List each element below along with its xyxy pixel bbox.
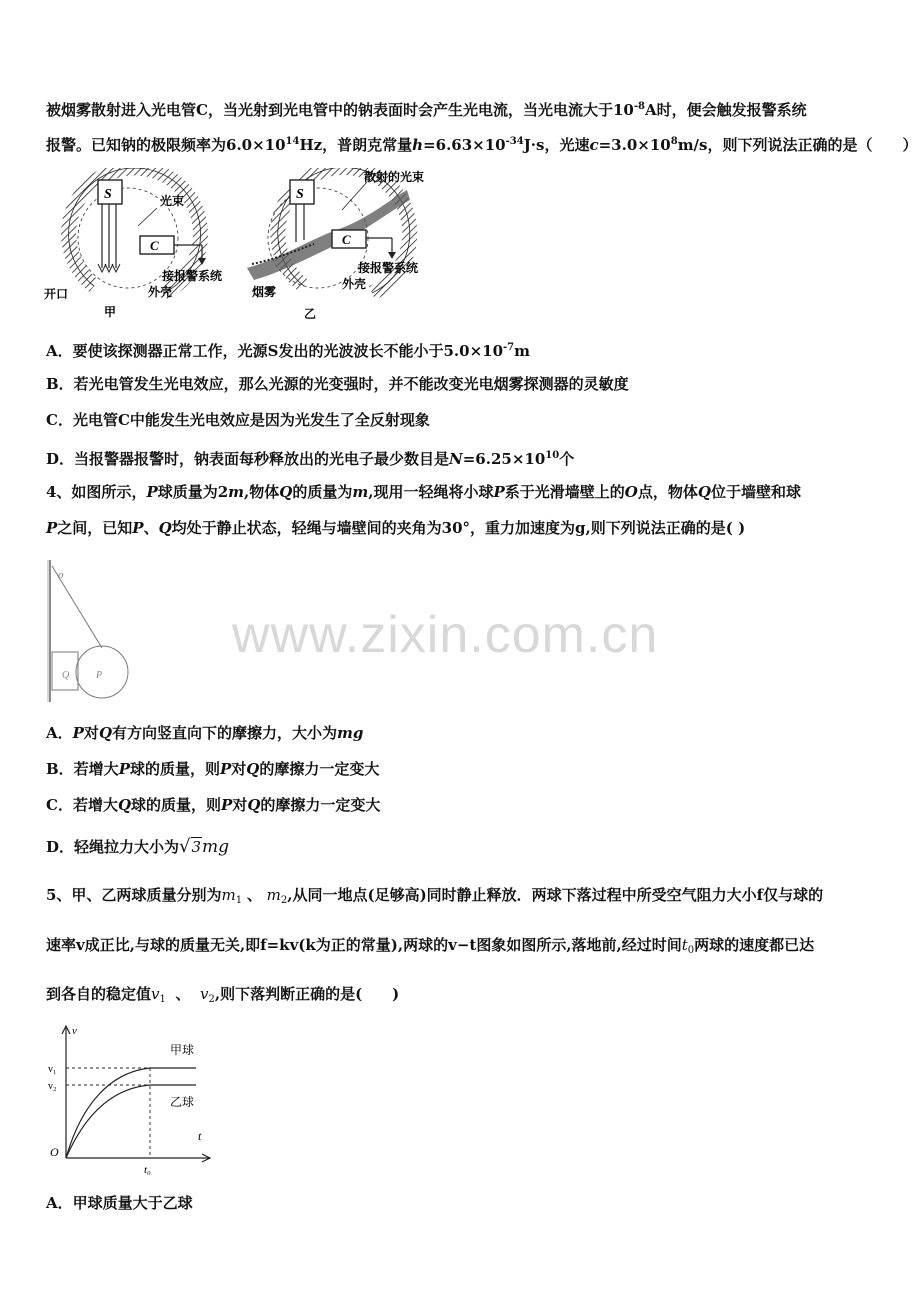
label-s-yi: S bbox=[296, 187, 304, 202]
label-c-yi: C bbox=[342, 232, 351, 247]
smoke-detector-figure bbox=[42, 168, 442, 320]
label-p: P bbox=[96, 670, 103, 681]
q5-stem-line2: 速率v成正比,与球的质量无关,即f=kv(k为正的常量),两球的v−t图象如图所示,落地前,经过时间$t_0$两球的速度都已达 bbox=[46, 936, 815, 956]
label-alarm-jia: 接报警系统 bbox=[162, 269, 223, 283]
q4-option-b: B．若增大P球的质量，则P对Q的摩擦力一定变大 bbox=[46, 760, 380, 778]
label-alarm-yi: 接报警系统 bbox=[358, 261, 419, 275]
q5-stem-line3: 到各自的稳定值$v_1$ 、 $v_2$,则下落判断正确的是( ) bbox=[46, 985, 400, 1005]
origin-label: O bbox=[50, 1145, 59, 1159]
label-c-jia: C bbox=[150, 238, 159, 253]
q3-stem-line1: 被烟雾散射进入光电管C，当光射到光电管中的钠表面时会产生光电流，当光电流大于$10^{-8}A$时，便会触发报警系统 bbox=[46, 101, 807, 119]
q3-option-a: A．要使该探测器正常工作，光源S发出的光波波长不能小于$5.0\times 10^{-7}m$ bbox=[46, 342, 530, 360]
vt-graph bbox=[42, 1022, 222, 1178]
q4-option-c: C．若增大Q球的质量，则P对Q的摩擦力一定变大 bbox=[46, 796, 381, 814]
q3-stem-line2: 报警。已知钠的极限频率为$6.0\times 10^{14}Hz$，普朗克常量$h=6.63\times 10^{-34}J\cdot s$，光速$c=3.0\times 10^8m/s$，则下列说法正确的是（ ） bbox=[46, 136, 918, 154]
label-o: o bbox=[58, 569, 64, 581]
tick-label-v2: v₂ bbox=[48, 1081, 57, 1092]
label-yi-ball: 乙球 bbox=[170, 1095, 195, 1109]
q5-stem-line1: 5、甲、乙两球质量分别为$m_1$ 、 $m_2$,从同一地点(足够高)同时静止释放．两球下落过程中所受空气阻力大小f仅与球的 bbox=[46, 886, 824, 906]
label-yi: 乙 bbox=[304, 307, 317, 320]
watermark: www.zixin.com.cn bbox=[232, 606, 659, 664]
label-scatter: 散射的光束 bbox=[364, 170, 425, 184]
q4-stem-line2: P之间，已知P、Q均处于静止状态，轻绳与墙壁间的夹角为30°，重力加速度为g,则下列说法正确的是( ) bbox=[46, 519, 746, 537]
q4-option-d: D．轻绳拉力大小为√3mg bbox=[46, 836, 230, 857]
wall-ball-figure bbox=[44, 560, 144, 706]
q4-option-a: A．P对Q有方向竖直向下的摩擦力，大小为mg bbox=[46, 724, 364, 742]
label-jia-ball: 甲球 bbox=[170, 1043, 195, 1057]
label-shell-yi: 外壳 bbox=[342, 277, 367, 291]
label-open: 开口 bbox=[44, 287, 69, 301]
q3-option-d: D．当报警器报警时，钠表面每秒释放出的光电子最少数目是$N=6.25\times 10^{10}$个 bbox=[46, 450, 575, 468]
label-q: Q bbox=[62, 670, 70, 681]
axis-label-t: t bbox=[198, 1129, 202, 1143]
tick-label-t0: t₀ bbox=[144, 1164, 151, 1176]
q5-option-a: A．甲球质量大于乙球 bbox=[46, 1194, 193, 1212]
curve-jia bbox=[66, 1068, 196, 1158]
label-s-jia: S bbox=[104, 187, 112, 202]
q3-option-c: C．光电管C中能发生光电效应是因为光发生了全反射现象 bbox=[46, 411, 430, 429]
label-shell-jia: 外壳 bbox=[148, 285, 173, 299]
axis-label-v: v bbox=[72, 1025, 77, 1037]
label-smoke: 烟雾 bbox=[252, 285, 277, 299]
tick-label-v1: v₁ bbox=[48, 1064, 57, 1075]
label-beam: 光束 bbox=[160, 194, 185, 208]
q3-option-b: B．若光电管发生光电效应，那么光源的光变强时，并不能改变光电烟雾探测器的灵敏度 bbox=[46, 375, 629, 393]
label-jia: 甲 bbox=[104, 305, 117, 319]
q4-stem-line1: 4、如图所示，P球质量为2m,物体Q的质量为m,现用一轻绳将小球P系于光滑墙壁上的O点，物体Q位于墙壁和球 bbox=[46, 483, 801, 501]
